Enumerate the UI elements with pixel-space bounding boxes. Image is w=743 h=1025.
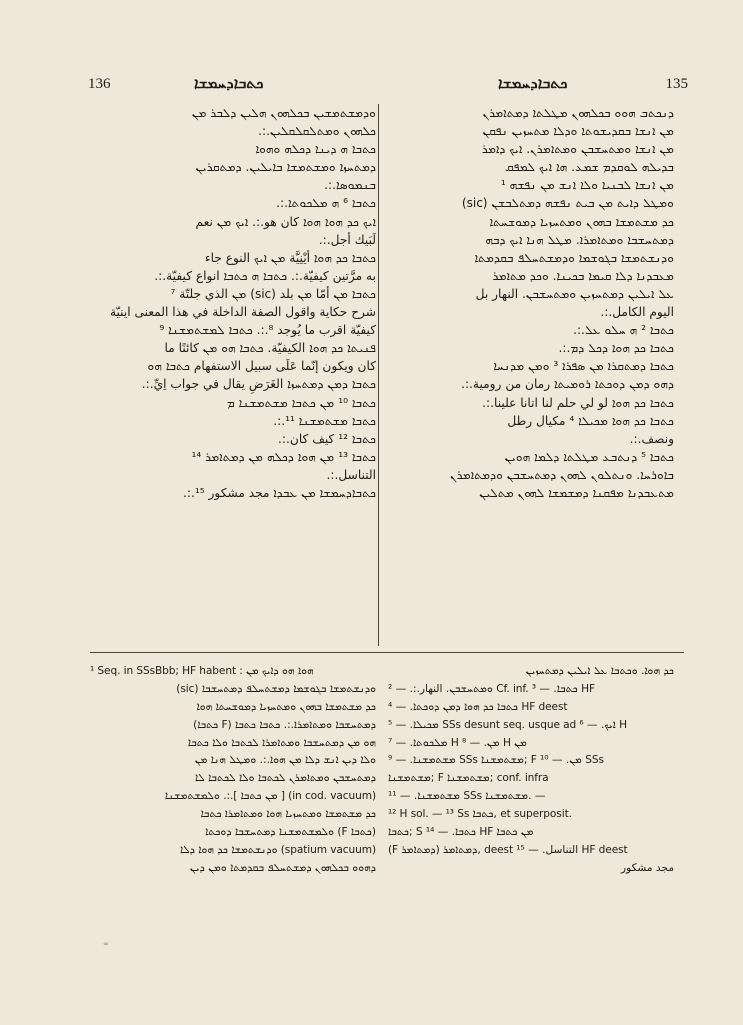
text-line: ܟܬܒܐ ܗ ܕܝܢܐ ܕܟܠܗ ܘܗܘܐ (255, 142, 376, 157)
footnote-line: ܡܫܬܡܫܢܐ. — ¹¹ SSs ܡܫܬܡܫܢܐ. — (388, 790, 546, 803)
text-line: ܕܡܬܚܙܐ ܘܡܫܬܡܫܐ ܒܐܝܠܝܢ. ܕܡܬܩܪܝܢ (195, 160, 376, 175)
text-line: ܟܬܒܐ ܟܕ ܗܘܐ ܕܟܠ ܕܡ.:. (558, 341, 674, 356)
text-line: ܡܬܥܒܕܢܐ ܡܦܩܢܐ ܕܡܫܡܫܐ ܠܗܘܢ ܡܬܠܝܢ (479, 485, 674, 500)
text-line: ܟܬܒܐ ¹² كيف كان.:. (278, 431, 376, 446)
text-line: ܘܡܛܠ ܕܐܝܬ ܡܢ ܒܝܬ ܢܦܫܗ ܕܡܬܠܒܫܢ (sic) (461, 196, 674, 211)
text-line: ܒܐܘܪܚܐ. ܘܢܬܠܘܢ ܠܗܘܢ ܕܡܬܚܫܒܢ ܘܕܡܬܐܡܪܢ (449, 467, 674, 482)
footnote-line: (spatium vacuum) ܘܕܢܫܬܡܫܐ ܟܕ ܗܘܐ ܕܠܐ (180, 843, 376, 856)
text-line: ܟܬܒܐ ܟܕ ܗܘܐ لو لي حلم لنا اتانا علينا.:. (482, 395, 674, 410)
footnote-line: ܕܗܘܘ ܒܟܠܗܘܢ ܕܡܫܬܚܠܦ ܒܩܕܡܬܐ ܘܡܢ ܕܝܢ (189, 861, 376, 874)
text-line: ܟܬܒܐܕܚܡܫܐ ܡܢ ܥܒܕܐ مجد مشكور ¹⁵.:. (183, 485, 376, 500)
text-line: ܟܬܒܐ ¹⁰ ܡܢ ܟܬܒܐ ܡܫܬܡܫܢܐ ܡ (226, 395, 376, 410)
text-line: ܘܕܢܫܬܡܫܐ ܒܓܘܫܡܐ ܘܕܡܫܬܚܠܦ ܒܩܕܡܬܐ (474, 250, 674, 265)
printer-mark: ∞ (103, 940, 109, 948)
text-line: ܟܬܒܐ ¹³ ܡܢ ܗܘܐ ܕܟܠܗ ܡܢ ܕܡܬܐܡܪ ¹⁴ (191, 449, 376, 464)
footnote-line: ܡܫܬܡܫܢܐ; F ܡܫܬܡܫܢܐ; conf. infra (388, 772, 549, 785)
text-line: به مرَّتين كيفيّة.:. ܟܬܒܐ ܗ ܟܬܒܐ انواع كيفيّة.:. (154, 268, 376, 283)
footnote-line: ܘܠܐ ܕܝܢ ܐܢܫ ܕܠܐ ܡܢ ܗܘܐ.:. ܘܡܛܠ ܗܢܐ ܡܢ (194, 754, 376, 767)
text-line: ܡܥܒܕܢܐ ܕܠܐ ܩܝܡܐ ܒܟܝܢܐ. ܘܟܕ ܡܬܐܡܪ (492, 268, 674, 283)
footnote-line: ¹² H sol. — ¹³ Ss ܟܬܒܐ, et superposit. (388, 808, 572, 821)
text-line: ܘܕܡܫܬܡܫܝܢ ܒܟܠܗܘܢ ܗܠܝܢ ܕܠܒܪ ܡܢ (191, 106, 376, 120)
column-divider (378, 104, 379, 646)
text-line: ܡܢ ܐܢܫܐ ܒܩܕܝܫܘܬܐ ܘܕܠܐ ܡܬܚܙܝܢ ܢܦܩܢ (482, 124, 674, 139)
footnote-line: ܟܬܒܐ; S ܟܬܒܐ. — ¹⁴ HF ܡܢ ܟܬܒܐ (388, 826, 534, 839)
text-line: ܟܬܒܐ ܡܢ أمّا ܡܢ بلد (sic) ܡܢ الذي جلتّة ⁷ (170, 286, 376, 301)
text-line: ܟܬܒܐ ܟܕ ܗܘܐ أيْنِيَّة ܡܢ ܐܝܟ النوع جاء (204, 250, 376, 265)
footnote-line: ¹ Seq. in SSsBbb; HF habent : ܗܘܐ ܗܘ ܕܐܝܟ ܡܢ (90, 665, 314, 677)
footnotes-left (90, 662, 376, 877)
text-line: ܒܢܡܘܣܐ.:. (324, 178, 376, 193)
text-line: التناسل.:. (326, 467, 376, 482)
footnote-line: ܕܡܬܚܫܒܢ ܘܡܬܐܡܪܢ ܠܟܬܒܐ ܘܠܐ ܠܟܬܒܐ ܠܐ (195, 772, 376, 785)
text-line: ܕܡܬܚܫܒܐ ܘܡܬܐܡܪܐ. ܡܛܠ ܗܢܐ ܐܝܟ ܕܒܗ (485, 232, 674, 247)
text-line: ܟܠܗܘܢ ܘܡܬܠܩܠܩܠܝܢ.:. (258, 124, 376, 139)
left-page-number: 136 (88, 76, 111, 92)
footnote-line: ܟܬܒܐ ܟܕ ܗܘܐ ܕܡܢ ܕܘܟܬܐ. — ⁴ HF deest (388, 700, 568, 713)
text-line: ܥܠ ܐܝܠܝܢ ܕܡܬܚܙܝܢ ܘܡܬܚܫܒܢ. النهار بل (475, 286, 674, 301)
text-line: ܒܕܝܠܗ ܠܘܩܕܡ ܫܡܥ. ܗܐ ܐܝܟ ܠܡܦܩ (504, 160, 674, 175)
text-line: ܟܬܒܐ ܕܡܢ ܕܡܬܚܙܐ الغَرَضِ يقال في جواب اِيِّ.:. (141, 377, 376, 392)
text-line: لَبَيك أجل.:. (318, 232, 376, 247)
footnote-line: ܡܠܟܘܬܐ. — ⁷ H ܡܢ. — ⁸ H ܡܢ (388, 736, 527, 749)
footnote-line: ܘܕܢܫܬܡܫܐ ܒܓܘܫܡܐ ܕܡܫܬܚܠܦ ܕܡܬܚܫܒܐ (sic) (176, 682, 376, 695)
right-running-head: ܟܬܒܐܕܚܡܫܐ (498, 74, 568, 92)
footnote-line: (ܟܬܒܐ F) ܘܠܡܫܬܡܫܢܐ ܕܡܬܚܫܒܐ ܕܘܟܬܐ (205, 826, 376, 839)
right-text-column (388, 104, 674, 502)
text-line: ܟܬܒܐ ⁶ ܗ ܡܠܟܘܬܐ.:. (276, 196, 376, 211)
footnote-line: ܟܕ ܗܘܐ. ܘܟܬܒܐ ܥܠ ܐܝܠܝܢ ܕܡܬܚܙܝܢ (525, 665, 674, 677)
text-line: ܡܢ ܐܢܫܐ ܘܡܬܚܫܒܢ ܘܡܬܐܡܪܢ. ܐܝܟ ܕܐܡܪ (481, 142, 674, 157)
text-line: ܦܢܝܬܐ ܟܕ ܗܘܐ الكيفيّة. ܟܬܒܐ ܗܘ ܡܢ كائنًا ما (164, 341, 376, 356)
footnote-line: ܟܕ ܡܫܬܡܫܐ ܒܗܘܢ ܘܡܬܚܙܝܐ ܕܡܘܫܚܬܐ ܗܘܐ (196, 700, 376, 713)
footnote-rule (90, 652, 684, 653)
footnote-line: (F ܕܡܬܐܡܪ) ܕܡܬܐܡܪ, deest التناسل. — ¹⁵ HF deest (388, 843, 628, 856)
text-line: ܟܬܒܐ ܡܫܬܡܫܢܐ ¹¹.:. (273, 413, 376, 428)
text-line: ܟܬܒܐ ܟܕ ܗܘܐ ܡܟܝܠܐ ⁴ مكيال رطل (507, 413, 674, 428)
footnote-line: ܗܘ ܡܢ ܕܡܬܚܫܒܐ ܘܡܬܐܡܪܐ ܠܟܬܒܐ ܘܠܐ ܟܬܒܐ (187, 736, 376, 749)
text-line: ܟܬܒܐ ² ܗ ܚܠܘ ܥܠ.:. (573, 323, 674, 338)
footnote-line: (in cod. vacuum) [ ܡܢ ܟܬܒܐ ].:. ܘܠܡܫܬܡܫܢܐ (164, 790, 376, 803)
footnote-line: ܟܕ ܡܫܬܡܫܐ ܘܡܬܚܙܝܐ ܗܘܐ ܘܡܬܐܡܪܐ ܟܬܒܐ (200, 808, 376, 821)
text-line: ܟܬܒܐ ܕܡܬܩܪܐ ܡܢ ܣܦܪܐ ³ ܘܡܢ ܡܕܢܚܐ (493, 359, 674, 374)
footnote-line: ܘܡܬܚܫܒܢ. النهار.:. — ² Cf. inf. ܟܬܒܐ. — ³ HF (388, 682, 595, 695)
text-line: ܟܬܒܐ ⁵ ܕܢܬܒܥ ܡܛܠܬܐ ܕܠܡܐ ܗܘܝܢ (504, 449, 674, 464)
page-header (88, 76, 688, 102)
footnotes-right (388, 662, 674, 877)
footnote-line: ܡܟܝܠܐ. — ⁵ SSs desunt seq. usque ad ܐܝܟ. — ⁶ H (388, 718, 627, 731)
left-text-column (90, 104, 376, 502)
text-line: شرح حكاية واقول الصفة الداخلة في هذا المعنى اينيّة (109, 305, 376, 320)
text-line: ܐܝܟ ܟܕ ܗܘܐ ܗܘܐ كان هو.:. ܐܝܟ ܡܢ نعم (195, 214, 376, 229)
text-line: اليوم الكامل.:. (600, 305, 674, 320)
text-line: كان ويكون إنّما عَلَى سبيل الاستفهام ܟܬܒܐ ܗܘ (147, 359, 376, 374)
right-page-number: 135 (665, 76, 688, 92)
text-line: ونصف.:. (629, 431, 674, 446)
text-line: ܕܗܘ ܕܡܢ ܕܘܟܬܐ ܪܘܡܝܬܐ رمان من رومية.:. (461, 377, 674, 392)
footnote-line: ܕܡܬܚܫܒܐ ܘܡܬܐܡܪܐ.:. ܟܬܒܐ ܟܬܒܐ (F ܟܬܒܐ) (193, 718, 376, 731)
left-running-head: ܟܬܒܐܕܚܡܫܐ (194, 74, 264, 92)
footnote-line: ܡܫܬܡܫܢܐ. — ⁹ SSs ܡܫܬܡܫܢܐ; F ܡܢ. — ¹⁰ SSs (388, 754, 604, 767)
text-line: ܕܢܟܬܒ ܗܘܘ ܒܟܠܗܘܢ ܡܛܠܬܐ ܕܡܬܐܡܪܢ (482, 106, 674, 120)
text-line: ܡܢ ܐܢܫܐ ܠܒܢܝܐ ܘܠܐ ܐܢܫ ܡܢ ܢܦܫܗ ¹ (500, 178, 674, 193)
footnote-line: مجد مشكور (620, 861, 674, 874)
text-line: كيفيّة اقرب ما يُوجد ⁸.:. ܟܬܒܐ ܠܡܫܬܡܫܢܐ ⁹ (159, 323, 376, 338)
text-line: ܟܕ ܡܫܬܡܫܐ ܒܗܘܢ ܘܡܬܚܙܝܐ ܕܡܘܫܚܬܐ (489, 214, 674, 229)
